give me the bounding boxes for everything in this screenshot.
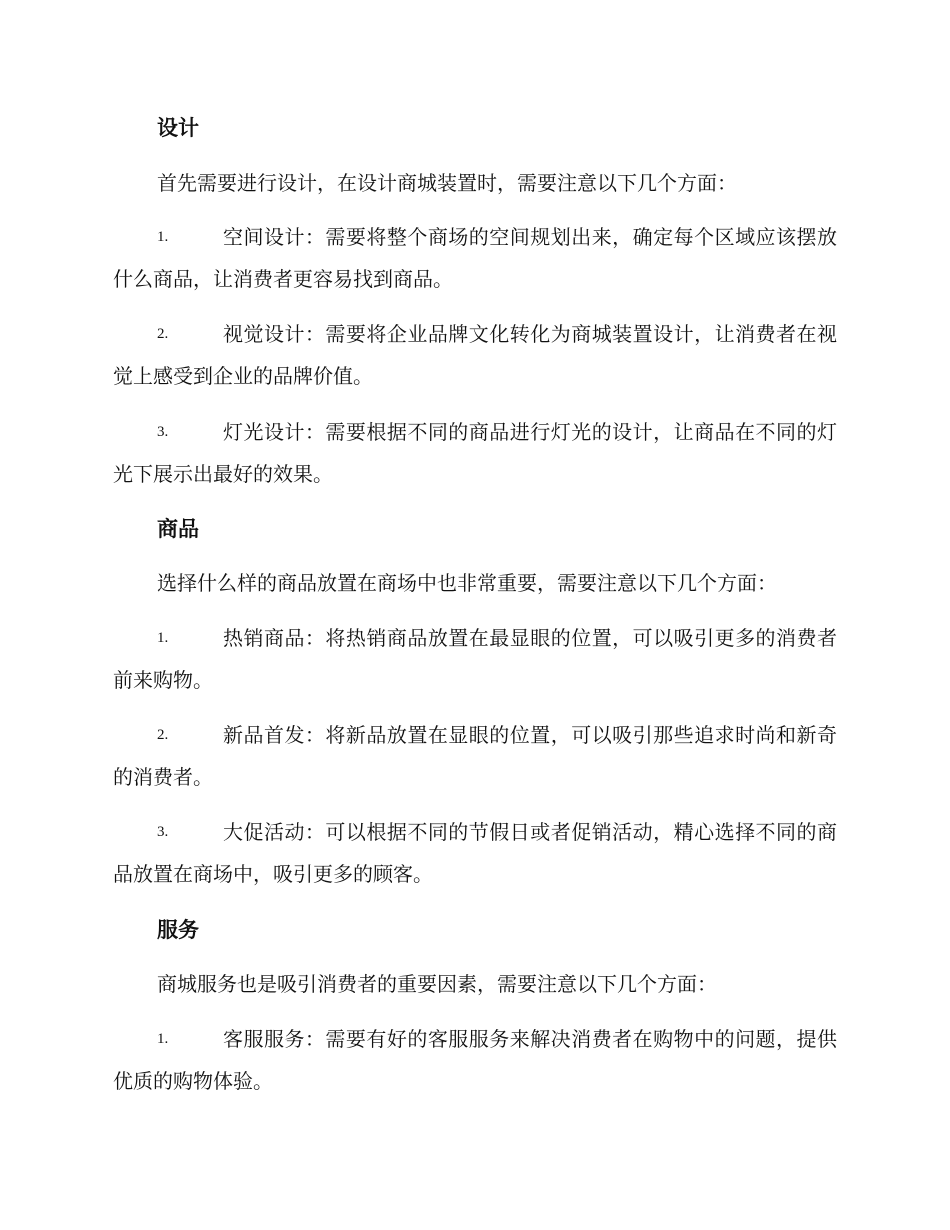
list-item xyxy=(113,1018,837,1102)
list-item xyxy=(113,811,837,895)
list-item-number: 3. xyxy=(157,424,169,440)
section-heading: 服务 xyxy=(157,918,199,942)
section-intro: 商城服务也是吸引消费者的重要因素，需要注意以下几个方面： xyxy=(157,972,717,996)
section-heading: 设计 xyxy=(157,116,199,140)
list-item-text: 新品首发：将新品放置在显眼的位置，可以吸引那些追求时尚和新奇的消费者。 xyxy=(113,723,837,789)
list-item-text: 灯光设计：需要根据不同的商品进行灯光的设计，让商品在不同的灯光下展示出最好的效果。 xyxy=(113,420,837,486)
list-item-number: 3. xyxy=(157,824,169,840)
list-item-number: 1. xyxy=(157,630,169,646)
section-intro: 选择什么样的商品放置在商场中也非常重要，需要注意以下几个方面： xyxy=(157,571,777,595)
list-item-number: 1. xyxy=(157,229,169,245)
list-item-text: 视觉设计：需要将企业品牌文化转化为商城装置设计，让消费者在视觉上感受到企业的品牌价值。 xyxy=(113,322,837,388)
list-item xyxy=(113,617,837,701)
section-intro: 首先需要进行设计，在设计商城装置时，需要注意以下几个方面： xyxy=(157,171,737,195)
list-item-number: 1. xyxy=(157,1031,169,1047)
list-item-text: 热销商品：将热销商品放置在最显眼的位置，可以吸引更多的消费者前来购物。 xyxy=(113,626,837,692)
section-heading: 商品 xyxy=(157,517,199,541)
list-item-number: 2. xyxy=(157,727,169,743)
list-item-text: 大促活动：可以根据不同的节假日或者促销活动，精心选择不同的商品放置在商场中，吸引更多的顾客。 xyxy=(113,820,837,886)
list-item xyxy=(113,216,837,300)
list-item xyxy=(113,411,837,495)
list-item-text: 客服服务：需要有好的客服服务来解决消费者在购物中的问题，提供优质的购物体验。 xyxy=(113,1027,837,1093)
list-item-number: 2. xyxy=(157,326,169,342)
list-item xyxy=(113,714,837,798)
list-item xyxy=(113,313,837,397)
list-item-text: 空间设计：需要将整个商场的空间规划出来，确定每个区域应该摆放什么商品，让消费者更容易找到商品。 xyxy=(113,225,837,291)
